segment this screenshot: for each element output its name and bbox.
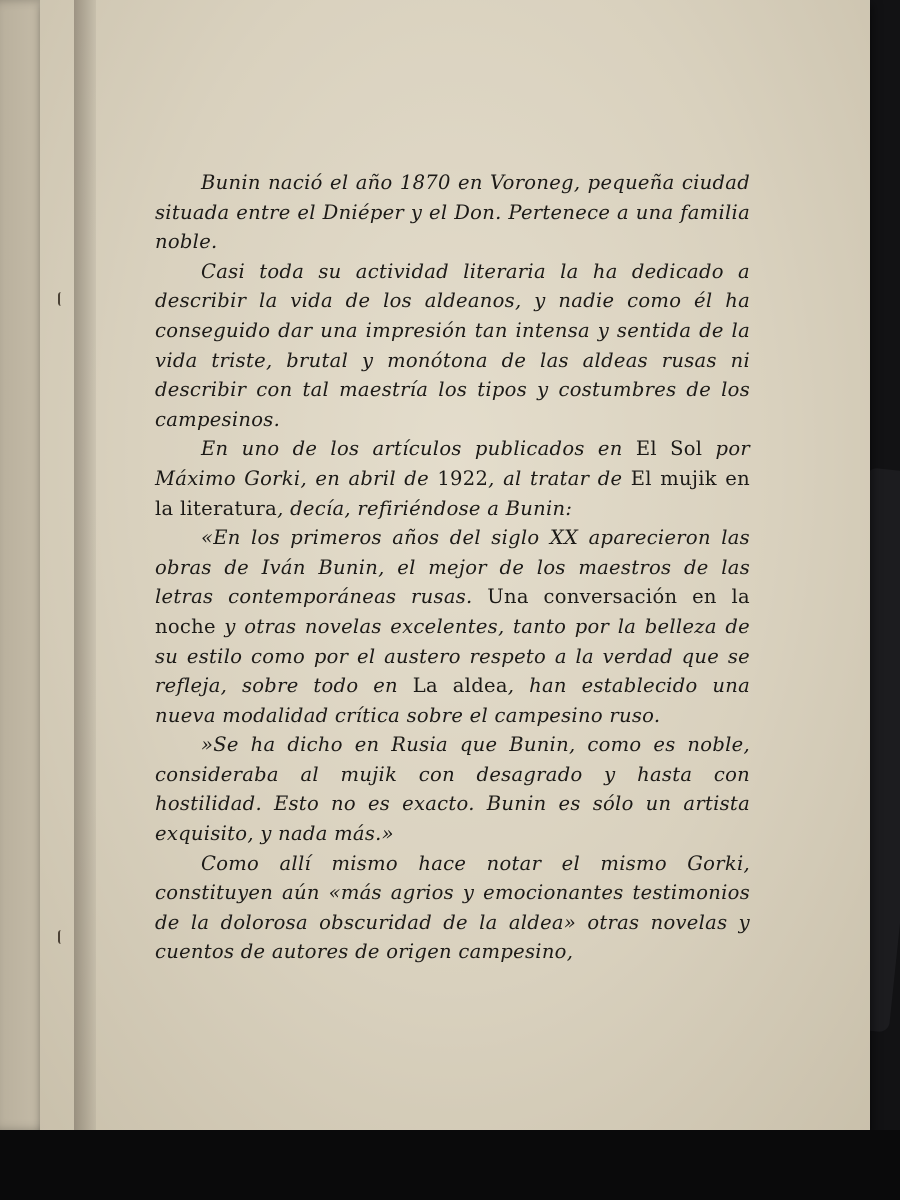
italic-text-segment: , han establecido una nueva modalidad crítica sobre el campesino ruso. [155,674,751,727]
roman-text-segment: La aldea [412,674,508,698]
paragraph [155,730,750,848]
roman-text-segment: Una conversación en la noche [155,585,750,638]
paragraph [155,434,750,523]
italic-text-segment: Como allí mismo hace notar el mismo Gorki, constituyen aún «más agrios y emocionantes testimonios de la dolorosa obscuridad de la aldea» otras novelas y cuentos de autores de origen campesino, [155,851,750,964]
italic-text-segment: »Se ha dicho en Rusia que Bunin, como es noble, consideraba al mujik con desagrado y hasta con hostilidad. Esto no es exacto. Bunin es sólo un artista exquisito, y nada más.» [155,733,750,846]
binding-stitch [58,292,68,306]
italic-text-segment: Casi toda su actividad literaria la ha dedicado a describir la vida de los aldeanos, y nadie como él ha conseguido dar una impresión tan intensa y sentida de la vida triste, brutal y monótona de las aldeas rusas ni describir con tal maestría los tipos y costumbres de los campesinos. [155,259,750,431]
paragraph [155,257,750,435]
book-gutter [74,0,96,1130]
paragraph [155,168,750,257]
background-dark-bottom [0,1130,900,1200]
roman-text-segment: 1922 [437,466,489,490]
italic-text-segment: por Máximo Gorki, en abril de [155,437,750,490]
paragraph [155,523,750,730]
roman-text-segment: El Sol [635,437,703,461]
italic-text-segment: Bunin nació el año 1870 en Voroneg, pequeña ciudad situada entre el Dniéper y el Don. Pertenece a una familia noble. [155,171,750,254]
binding-stitch [58,930,68,944]
italic-text-segment: y otras novelas excelentes, tanto por la belleza de su estilo como por el austero respeto a la verdad que se refleja, sobre todo en [155,614,750,698]
paragraph [155,849,750,967]
italic-text-segment: , al tratar de [488,466,631,490]
italic-text-segment: «En los primeros años del siglo XX aparecieron las obras de Iván Bunin, el mejor de los maestros de las letras contemporáneas rusas. [155,526,750,609]
roman-text-segment: El mujik en la literatura [155,466,750,520]
italic-text-segment: En uno de los artículos publicados en [201,437,636,461]
italic-text-segment: , decía, refiriéndose a Bunin: [277,496,573,520]
page-text [155,168,750,967]
